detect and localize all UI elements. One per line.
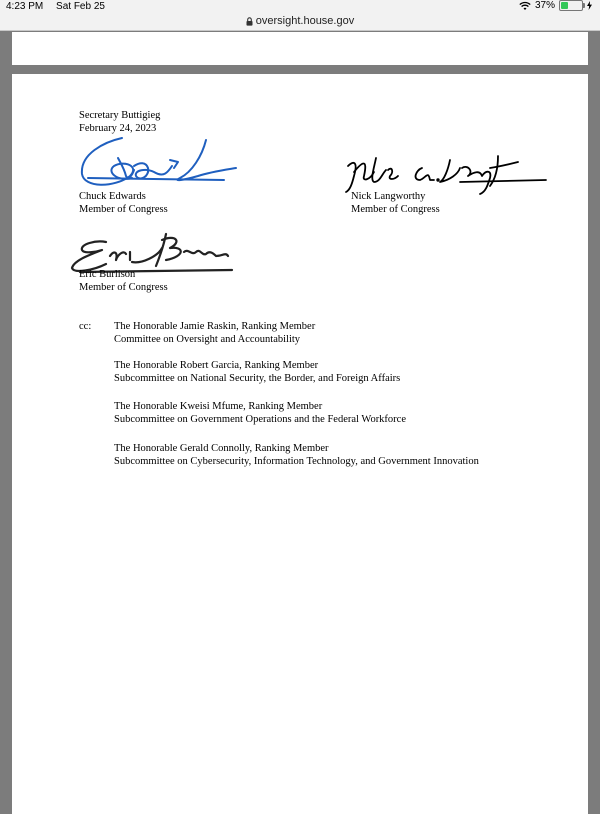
- cc-entry-2-line1: The Honorable Robert Garcia, Ranking Member: [114, 360, 319, 371]
- cc-entry-3-line2: Subcommittee on Government Operations and the Federal Workforce: [114, 414, 407, 425]
- status-bar: [0, 0, 600, 14]
- cc-entry-3-line1: The Honorable Kweisi Mfume, Ranking Member: [114, 401, 323, 412]
- cc-entry-2-line2: Subcommittee on National Security, the Border, and Foreign Affairs: [114, 373, 401, 384]
- battery-level: [561, 2, 568, 9]
- signer-title-2: Member of Congress: [351, 204, 440, 215]
- signature-chuck-edwards: [74, 132, 244, 194]
- cc-entry-4-line2: Subcommittee on Cybersecurity, Information Technology, and Government Innovation: [114, 456, 479, 467]
- cc-entry-4-line1: The Honorable Gerald Connolly, Ranking Member: [114, 443, 329, 454]
- charging-icon: [587, 1, 592, 10]
- signer-name-1: Chuck Edwards: [79, 191, 146, 202]
- previous-page: [12, 32, 588, 65]
- document-page: [12, 74, 588, 814]
- signer-title-3: Member of Congress: [79, 282, 168, 293]
- status-date: Sat Feb 25: [56, 1, 105, 12]
- battery-icon: [559, 0, 583, 11]
- cc-label: cc:: [79, 321, 92, 332]
- date-line: February 24, 2023: [79, 123, 157, 134]
- wifi-icon: [519, 1, 531, 11]
- cc-entry-1-line1: The Honorable Jamie Raskin, Ranking Member: [114, 321, 316, 332]
- status-time: 4:23 PM: [6, 1, 44, 12]
- lock-icon: [246, 17, 253, 26]
- signer-name-3: Eric Burlison: [79, 269, 136, 280]
- url-text: oversight.house.gov: [255, 15, 355, 27]
- signer-name-2: Nick Langworthy: [351, 191, 426, 202]
- battery-percent: 37%: [534, 0, 555, 11]
- recipient-line: Secretary Buttigieg: [79, 110, 161, 121]
- signer-title-1: Member of Congress: [79, 204, 168, 215]
- cc-entry-1-line2: Committee on Oversight and Accountability: [114, 334, 301, 345]
- url-bar[interactable]: [0, 14, 600, 31]
